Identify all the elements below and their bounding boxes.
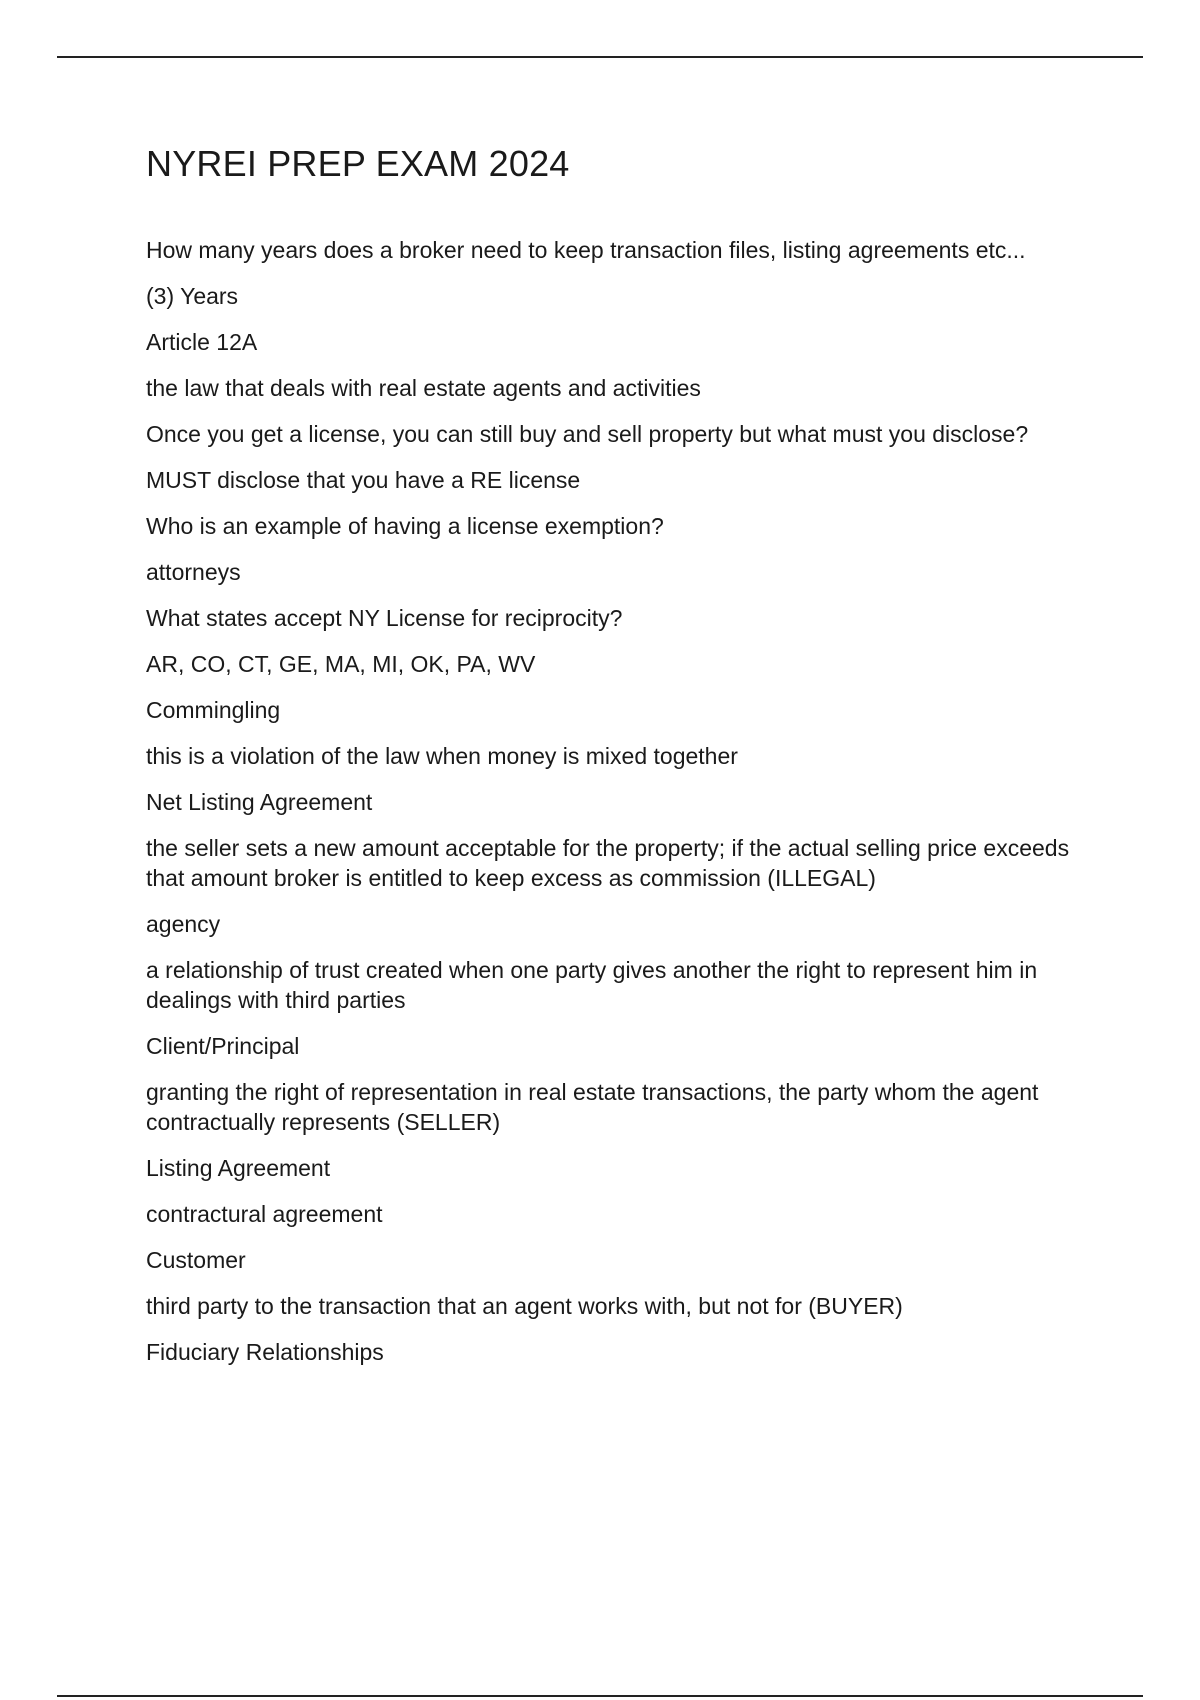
question-text: What states accept NY License for reciprocity? [146, 605, 623, 631]
definition-text: granting the right of representation in real estate transactions, the party whom the agent contractually represents (SELLER) [146, 1079, 1039, 1135]
answer-text: AR, CO, CT, GE, MA, MI, OK, PA, WV [146, 651, 536, 677]
top-rule [57, 56, 1143, 58]
term-text: Customer [146, 1247, 246, 1273]
question-text: Who is an example of having a license exemption? [146, 513, 664, 539]
definition-text: a relationship of trust created when one party gives another the right to represent him in dealings with third parties [146, 957, 1038, 1013]
term-text: Listing Agreement [146, 1155, 331, 1181]
definition-text: third party to the transaction that an agent works with, but not for (BUYER) [146, 1293, 903, 1319]
document-body [146, 143, 1096, 1383]
term-text: Article 12A [146, 329, 258, 355]
definition-text: contractural agreement [146, 1201, 383, 1227]
term-text: agency [146, 911, 221, 937]
answer-text: attorneys [146, 559, 241, 585]
definition-text: this is a violation of the law when money is mixed together [146, 743, 738, 769]
answer-text: MUST disclose that you have a RE license [146, 467, 581, 493]
answer-text: (3) Years [146, 283, 239, 309]
bottom-rule [57, 1695, 1143, 1697]
term-text: Net Listing Agreement [146, 789, 373, 815]
question-text: How many years does a broker need to keep transaction files, listing agreements etc... [146, 237, 1026, 263]
term-text: Client/Principal [146, 1033, 300, 1059]
definition-text: the law that deals with real estate agents and activities [146, 375, 701, 401]
definition-text: the seller sets a new amount acceptable for the property; if the actual selling price exceeds that amount broker is entitled to keep excess as commission (ILLEGAL) [146, 835, 1070, 891]
document-title: NYREI PREP EXAM 2024 [146, 143, 570, 184]
term-text: Commingling [146, 697, 281, 723]
term-text: Fiduciary Relationships [146, 1339, 384, 1365]
question-text: Once you get a license, you can still buy and sell property but what must you disclose? [146, 421, 1029, 447]
